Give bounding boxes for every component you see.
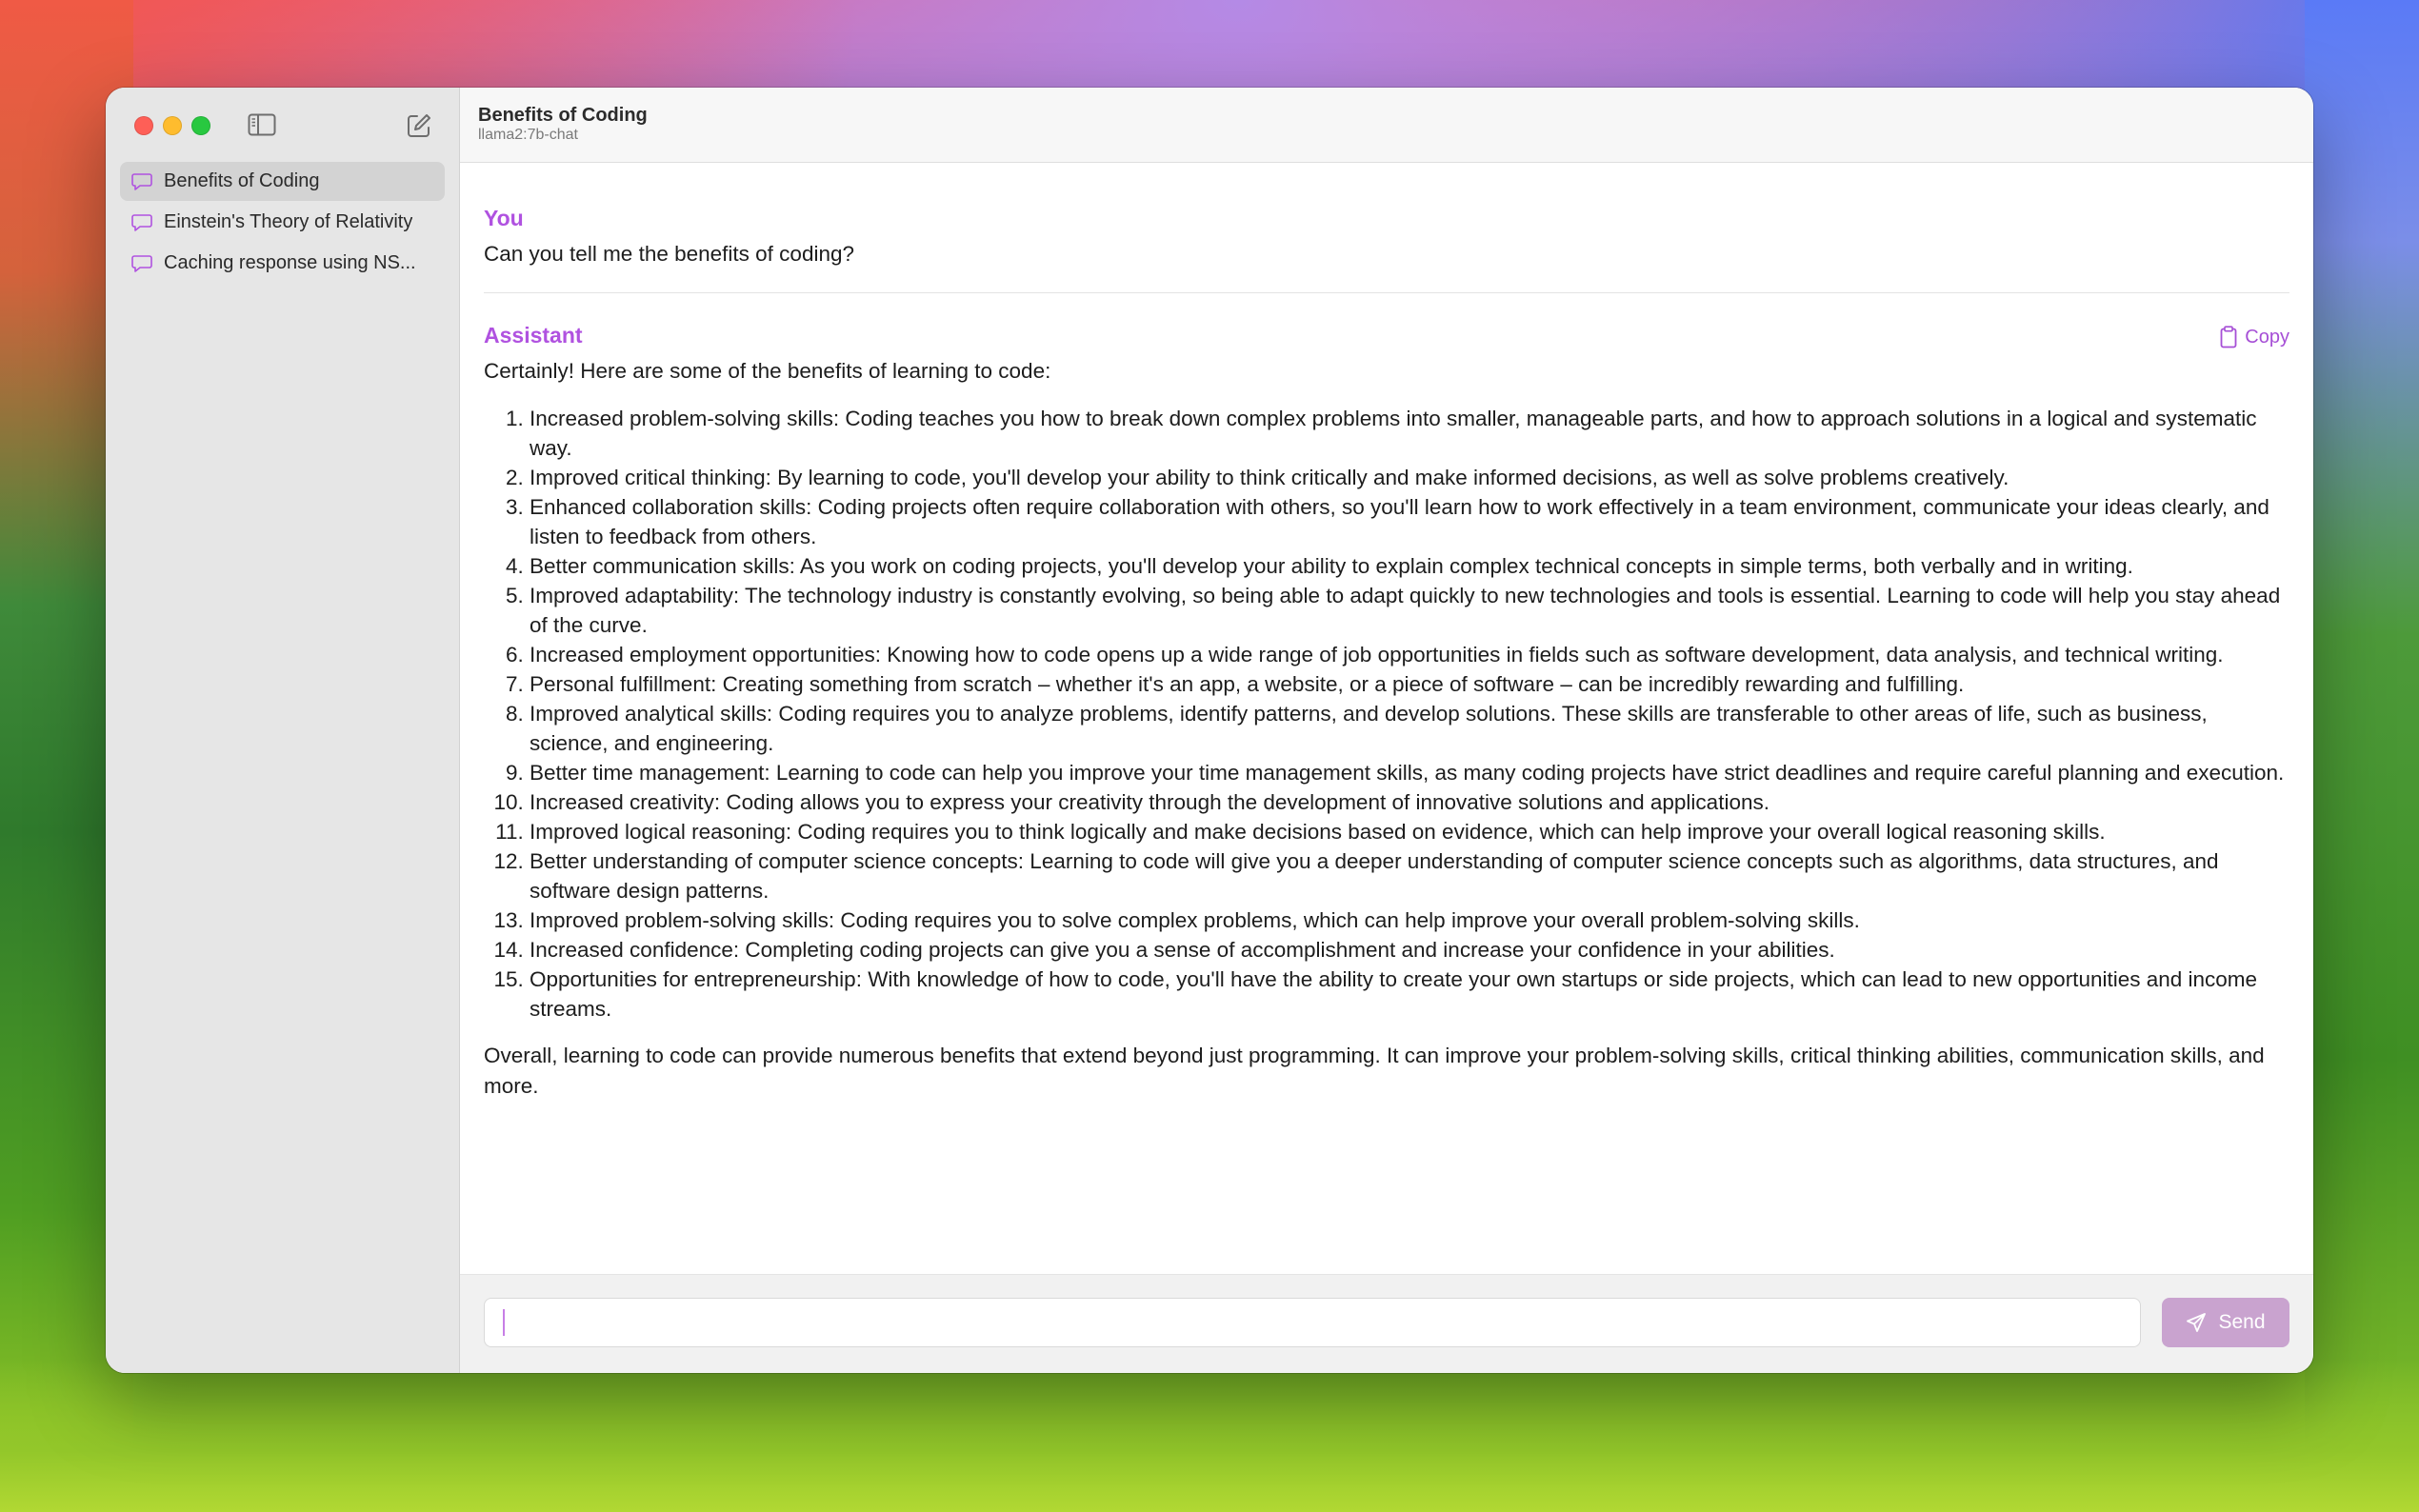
send-label: Send	[2218, 1311, 2266, 1333]
zoom-window-button[interactable]	[191, 116, 210, 135]
answer-outro: Overall, learning to code can provide numerous benefits that extend beyond just programming. It can improve your problem-solving skills, critical thinking abilities, communication skills, and more.	[484, 1044, 2265, 1098]
user-message	[484, 163, 2289, 293]
list-item: 15. Opportunities for entrepreneurship: With knowledge of how to code, you'll have the ability to create your own startups or side projects, which can lead to new opportunities and income streams.	[530, 965, 2289, 1024]
conversation-item-caching-response[interactable]	[120, 244, 445, 283]
list-item: 11. Improved logical reasoning: Coding requires you to think logically and make decisions based on evidence, which can help improve your overall logical reasoning skills.	[530, 817, 2289, 846]
message-input[interactable]	[484, 1298, 2141, 1347]
user-role-label: You	[484, 206, 524, 230]
clipboard-icon	[2220, 326, 2237, 348]
list-item: 2. Improved critical thinking: By learning to code, you'll develop your ability to think critically and make informed decisions, as well as solve problems creatively.	[530, 463, 2289, 492]
composer	[460, 1274, 2313, 1373]
window-controls	[134, 116, 210, 135]
chat-title: Benefits of Coding	[478, 105, 648, 126]
assistant-message-body	[484, 356, 2289, 1102]
model-name: llama2:7b-chat	[478, 127, 578, 143]
list-item: 12. Better understanding of computer science concepts: Learning to code will give you a deeper understanding of computer science concepts such as algorithms, data structures, and software design patterns.	[530, 846, 2289, 905]
new-chat-icon[interactable]	[404, 110, 434, 141]
chat-bubble-icon	[131, 213, 152, 232]
list-item: 1. Increased problem-solving skills: Coding teaches you how to break down complex problems into smaller, manageable parts, and how to approach solutions in a logical and systematic way.	[530, 404, 2289, 463]
text-caret	[503, 1309, 505, 1336]
app-window	[106, 88, 2313, 1373]
sidebar-toggle-icon[interactable]	[246, 110, 278, 139]
list-item: 13. Improved problem-solving skills: Coding requires you to solve complex problems, which can help improve your overall problem-solving skills.	[530, 905, 2289, 935]
conversation-label: Benefits of Coding	[164, 170, 320, 191]
chat-header	[460, 88, 2313, 163]
user-message-text: Can you tell me the benefits of coding?	[484, 242, 854, 266]
conversation-label: Caching response using NS...	[164, 252, 416, 273]
list-item: 6. Increased employment opportunities: Knowing how to code opens up a wide range of job opportunities in fields such as software development, data analysis, and technical writing.	[530, 640, 2289, 669]
chat-panel	[460, 88, 2313, 1373]
chat-bubble-icon	[131, 172, 152, 191]
paper-plane-icon	[2186, 1312, 2207, 1333]
answer-intro: Certainly! Here are some of the benefits of learning to code:	[484, 359, 1051, 383]
sidebar	[106, 88, 460, 1373]
benefits-list	[484, 404, 2289, 1024]
list-item: 4. Better communication skills: As you work on coding projects, you'll develop your ability to explain complex technical concepts in simple terms, both verbally and in writing.	[530, 551, 2289, 581]
minimize-window-button[interactable]	[163, 116, 182, 135]
list-item: 10. Increased creativity: Coding allows you to express your creativity through the development of innovative solutions and applications.	[530, 787, 2289, 817]
list-item: 3. Enhanced collaboration skills: Coding projects often require collaboration with others, so you'll learn how to work effectively in a team environment, communicate your ideas clearly, and listen to feedback from others.	[530, 492, 2289, 551]
list-item: 7. Personal fulfillment: Creating something from scratch – whether it's an app, a website, or a piece of software – can be incredibly rewarding and fulfilling.	[530, 669, 2289, 699]
copy-button[interactable]	[2220, 326, 2289, 348]
assistant-role-label: Assistant	[484, 323, 583, 348]
list-item: 14. Increased confidence: Completing coding projects can give you a sense of accomplishment and increase your confidence in your abilities.	[530, 935, 2289, 965]
conversation-item-benefits-of-coding[interactable]	[120, 162, 445, 201]
close-window-button[interactable]	[134, 116, 153, 135]
copy-label: Copy	[2245, 326, 2289, 348]
list-item: 5. Improved adaptability: The technology industry is constantly evolving, so being able to adapt quickly to new technologies and tools is essential. Learning to code will help you stay ahead of the curve.	[530, 581, 2289, 640]
assistant-message	[484, 293, 2289, 1102]
list-item: 8. Improved analytical skills: Coding requires you to analyze problems, identify patterns, and develop solutions. These skills are transferable to other areas of life, such as business, science, and engineering.	[530, 699, 2289, 758]
message-list[interactable]	[460, 163, 2313, 1274]
conversation-label: Einstein's Theory of Relativity	[164, 211, 413, 232]
conversation-item-einsteins-theory[interactable]	[120, 203, 445, 242]
send-button[interactable]	[2162, 1298, 2289, 1347]
conversation-list	[120, 162, 445, 285]
chat-bubble-icon	[131, 254, 152, 273]
list-item: 9. Better time management: Learning to code can help you improve your time management skills, as many coding projects have strict deadlines and require careful planning and execution.	[530, 758, 2289, 787]
